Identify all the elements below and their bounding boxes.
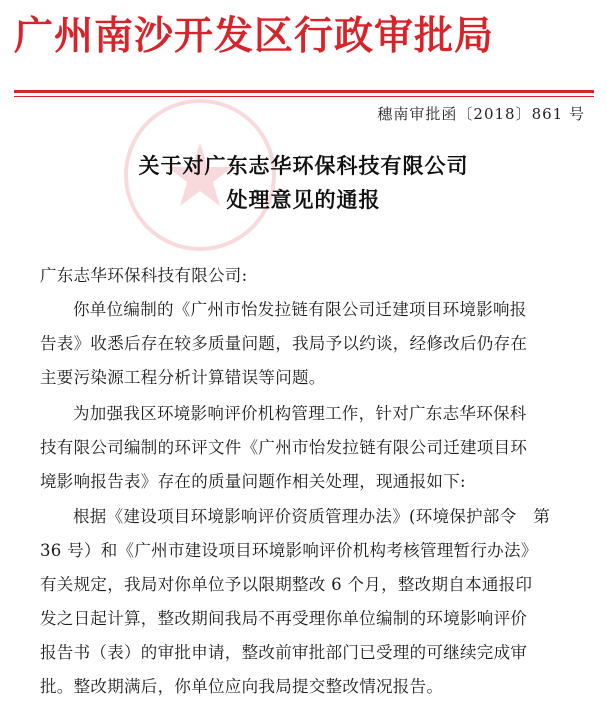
paragraph-line: 你单位编制的《广州市怡发拉链有限公司迁建项目环境影响报 [73, 300, 527, 319]
paragraph-line: 告表》收悉后存在较多质量问题，我局予以约谈，经修改后仍存在 [40, 334, 528, 353]
document-title-line-1: 关于对广东志华环保科技有限公司 [138, 154, 469, 178]
agency-masthead: 广州南沙开发区行政审批局 [14, 13, 495, 59]
paragraph-line: 主要污染源工程分析计算错误等问题。 [40, 368, 326, 387]
paragraph-line: 境影响报告表》存在的质量问题作相关处理，现通报如下: [40, 472, 466, 491]
document-number: 穗南审批函〔2018〕861 号 [377, 105, 585, 123]
masthead-rule-thin [14, 96, 594, 97]
document-title-line-2: 处理意见的通报 [226, 188, 381, 212]
paragraph-line: 根据《建设项目环境影响评价资质管理办法》(环境保护部令 第 [73, 507, 551, 526]
paragraph-line: 36 号）和《广州市建设项目环境影响评价机构考核管理暂行办法》 [40, 541, 538, 560]
salutation: 广东志华环保科技有限公司: [40, 266, 248, 285]
paragraph-line: 报告书（表）的审批申请，整改前审批部门已受理的可继续完成审 [40, 643, 528, 662]
paragraph-line: 有关规定，我局对你单位予以限期整改 6 个月，整改期自本通报印 [40, 575, 533, 594]
paragraph-line: 发之日起计算，整改期间我局不再受理你单位编制的环境影响评价 [40, 609, 528, 628]
paragraph-line: 批。整改期满后，你单位应向我局提交整改情况报告。 [40, 677, 444, 696]
masthead-rule-thick [14, 90, 594, 93]
paragraph-line: 技有限公司编制的环评文件《广州市怡发拉链有限公司迁建项目环 [40, 438, 528, 457]
paragraph-line: 为加强我区环境影响评价机构管理工作，针对广东志华环保科 [73, 404, 527, 423]
